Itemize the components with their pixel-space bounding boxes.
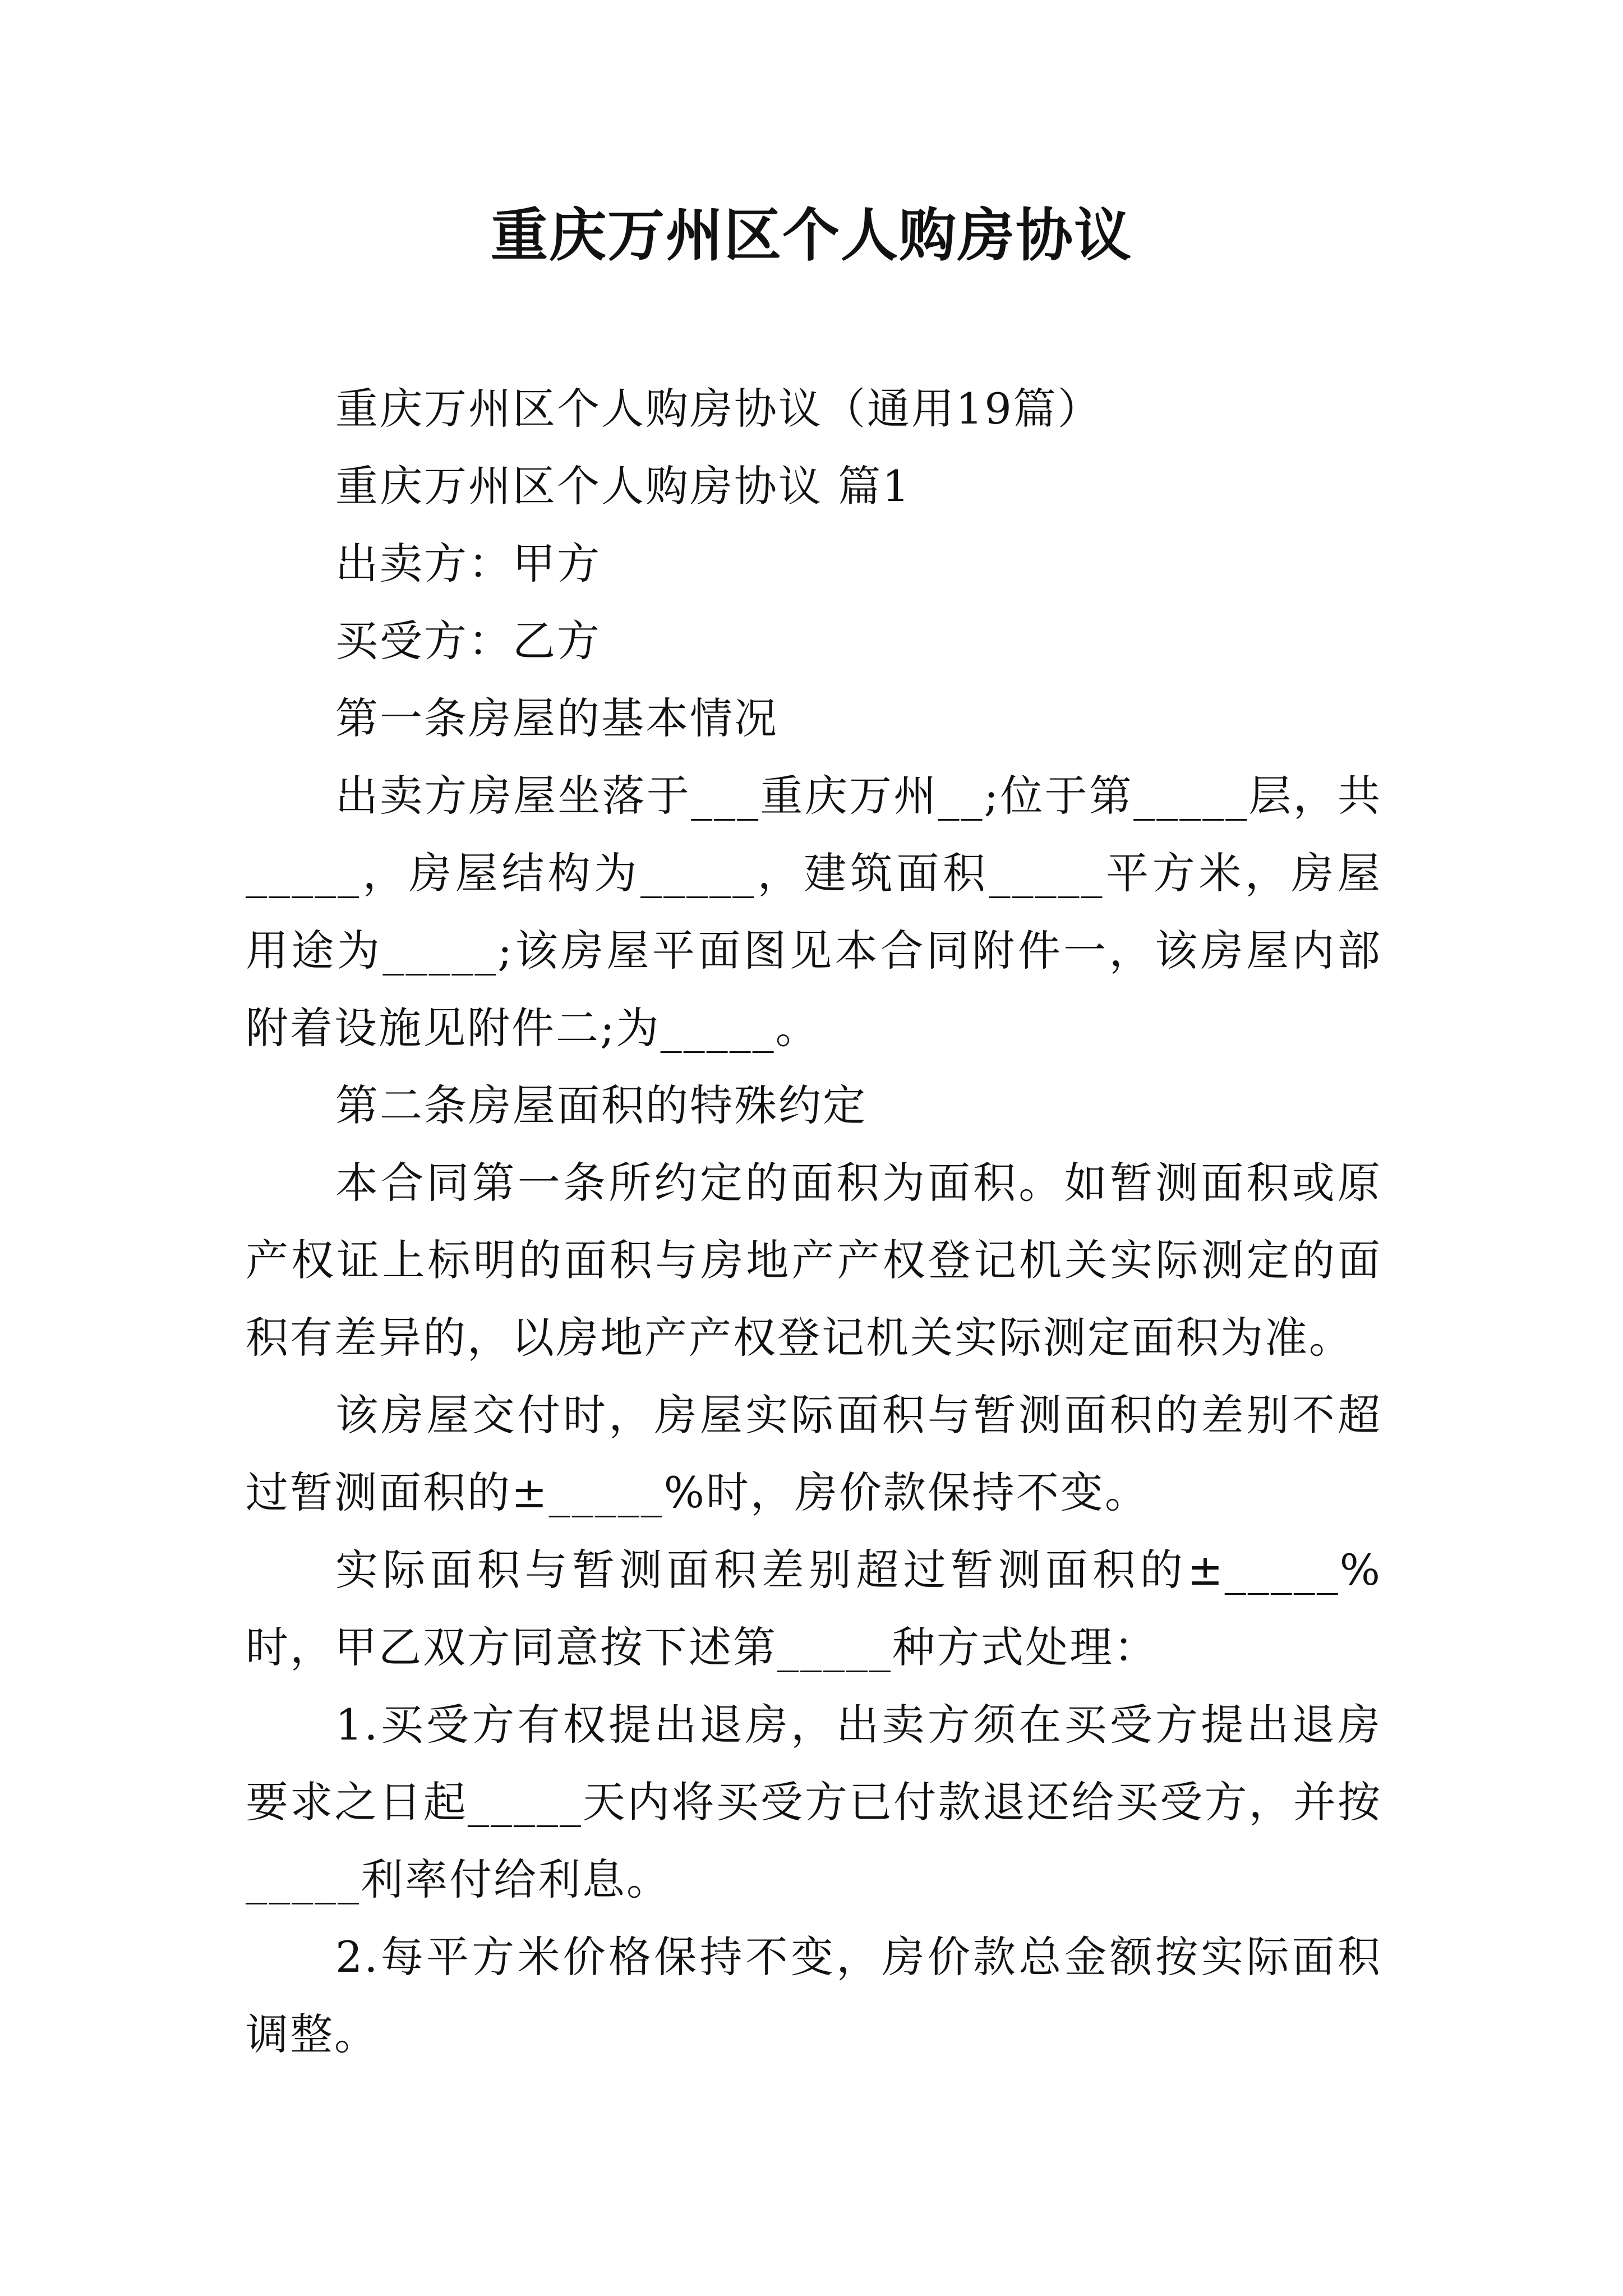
paragraph-buyer: 买受方：乙方 [335, 616, 601, 666]
paragraph-option-1: 1.买受方有权提出退房，出卖方须在买受方提出退房要求之日起_____天内将买受方已付款退还给买受方，并按_____利率付给利息。 [246, 1700, 1382, 1904]
paragraph-article-2-body: 本合同第一条所约定的面积为面积。如暂测面积或原产权证上标明的面积与房地产产权登记机关实际测定的面积有差异的，以房地产产权登记机关实际测定面积为准。 [246, 1158, 1382, 1363]
paragraph-area-excess: 实际面积与暂测面积差别超过暂测面积的±_____%时，甲乙双方同意按下述第_____种方式处理： [246, 1545, 1382, 1672]
paragraph-section-heading: 重庆万州区个人购房协议 篇1 [335, 461, 911, 511]
paragraph-article-2-heading: 第二条房屋面积的特殊约定 [335, 1080, 867, 1130]
paragraph-subtitle: 重庆万州区个人购房协议（通用19篇） [335, 384, 1102, 434]
paragraph-article-1-heading: 第一条房屋的基本情况 [335, 693, 778, 743]
document-title: 重庆万州区个人购房协议 [491, 202, 1132, 269]
paragraph-seller: 出卖方：甲方 [335, 539, 601, 588]
paragraph-article-1-body: 出卖方房屋坐落于___重庆万州__;位于第_____层，共_____，房屋结构为_____，建筑面积_____平方米，房屋用途为_____;该房屋平面图见本合同附件一，该房屋内部附着设施见附件二;为_____。 [246, 771, 1382, 1053]
paragraph-option-2: 2.每平方米价格保持不变，房价款总金额按实际面积调整。 [246, 1932, 1382, 2059]
paragraph-area-tolerance: 该房屋交付时，房屋实际面积与暂测面积的差别不超过暂测面积的±_____%时，房价款保持不变。 [246, 1390, 1382, 1517]
document-body [246, 370, 1382, 2073]
